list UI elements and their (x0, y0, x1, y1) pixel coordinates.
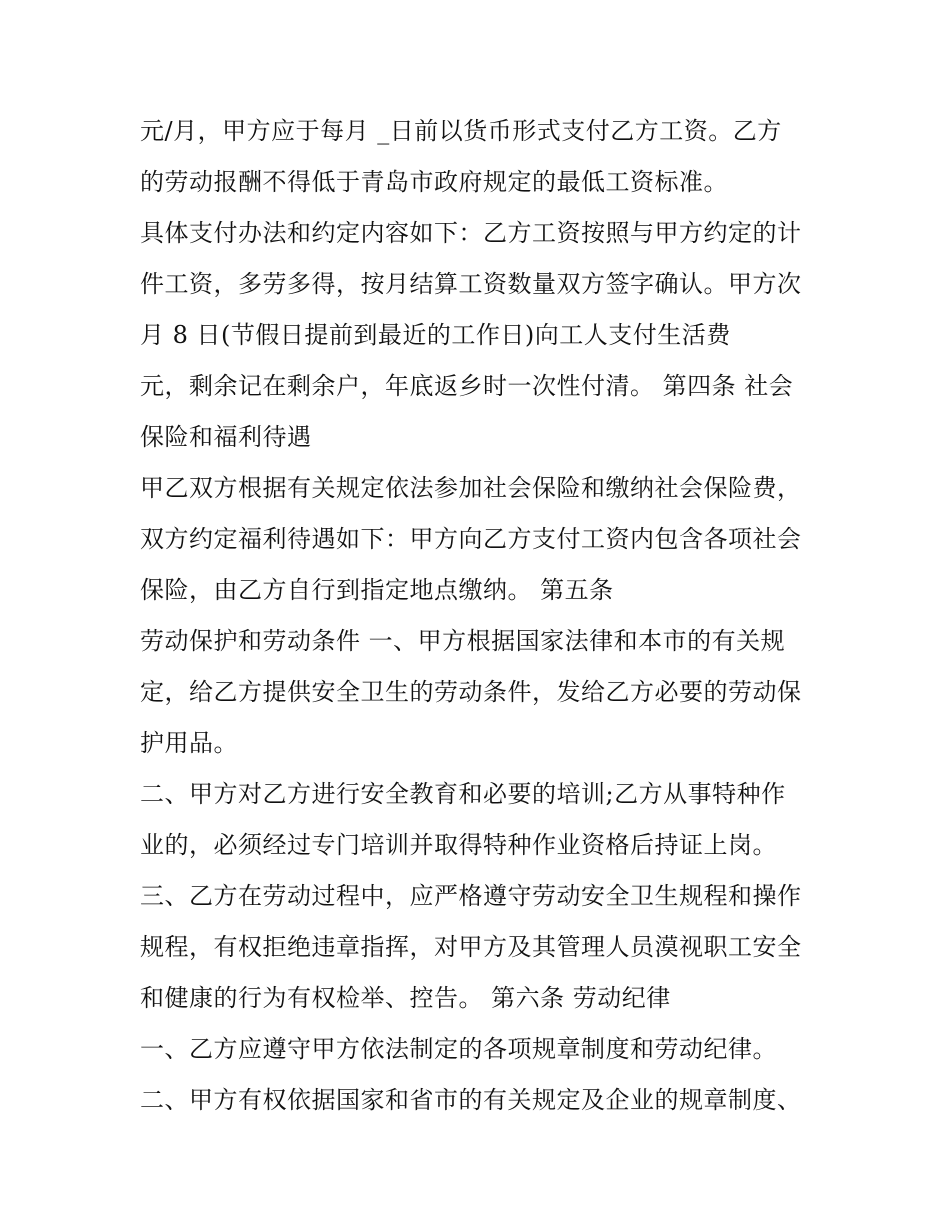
text-line: 保险和福利待遇 (140, 423, 312, 451)
text-line: 一、乙方应遵守甲方依法制定的各项规章制度和劳动纪律。 (140, 1035, 777, 1063)
text-line: 三、乙方在劳动过程中，应严格遵守劳动安全卫生规程和操作 (140, 882, 802, 910)
text-line: 元/月，甲方应于每月 _日前以货币形式支付乙方工资。乙方 (140, 117, 782, 145)
text-line: 甲乙双方根据有关规定依法参加社会保险和缴纳社会保险费， (140, 474, 802, 502)
text-line: 元，剩余记在剩余户，年底返乡时一次性付清。 第四条 社会 (140, 372, 794, 400)
text-line: 的劳动报酬不得低于青岛市政府规定的最低工资标准。 (140, 168, 728, 196)
text-line: 二、甲方对乙方进行安全教育和必要的培训;乙方从事特种作 (140, 780, 786, 808)
text-line: 护用品。 (140, 729, 238, 757)
text-line: 月 8 日(节假日提前到最近的工作日)向工人支付生活费 (140, 321, 731, 349)
text-line: 业的，必须经过专门培训并取得特种作业资格后持证上岗。 (140, 831, 777, 859)
text-line: 定，给乙方提供安全卫生的劳动条件，发给乙方必要的劳动保 (140, 678, 802, 706)
text-line: 二、甲方有权依据国家和省市的有关规定及企业的规章制度、 (140, 1086, 802, 1114)
text-line: 劳动保护和劳动条件 一、甲方根据国家法律和本市的有关规 (140, 627, 786, 655)
text-line: 保险，由乙方自行到指定地点缴纳。 第五条 (140, 576, 614, 604)
text-line: 件工资，多劳多得，按月结算工资数量双方签字确认。甲方次 (140, 270, 802, 298)
text-line: 规程，有权拒绝违章指挥，对甲方及其管理人员漠视职工安全 (140, 933, 802, 961)
text-line: 具体支付办法和约定内容如下：乙方工资按照与甲方约定的计 (140, 219, 802, 247)
text-line: 和健康的行为有权检举、控告。 第六条 劳动纪律 (140, 984, 671, 1012)
text-line: 双方约定福利待遇如下：甲方向乙方支付工资内包含各项社会 (140, 525, 802, 553)
